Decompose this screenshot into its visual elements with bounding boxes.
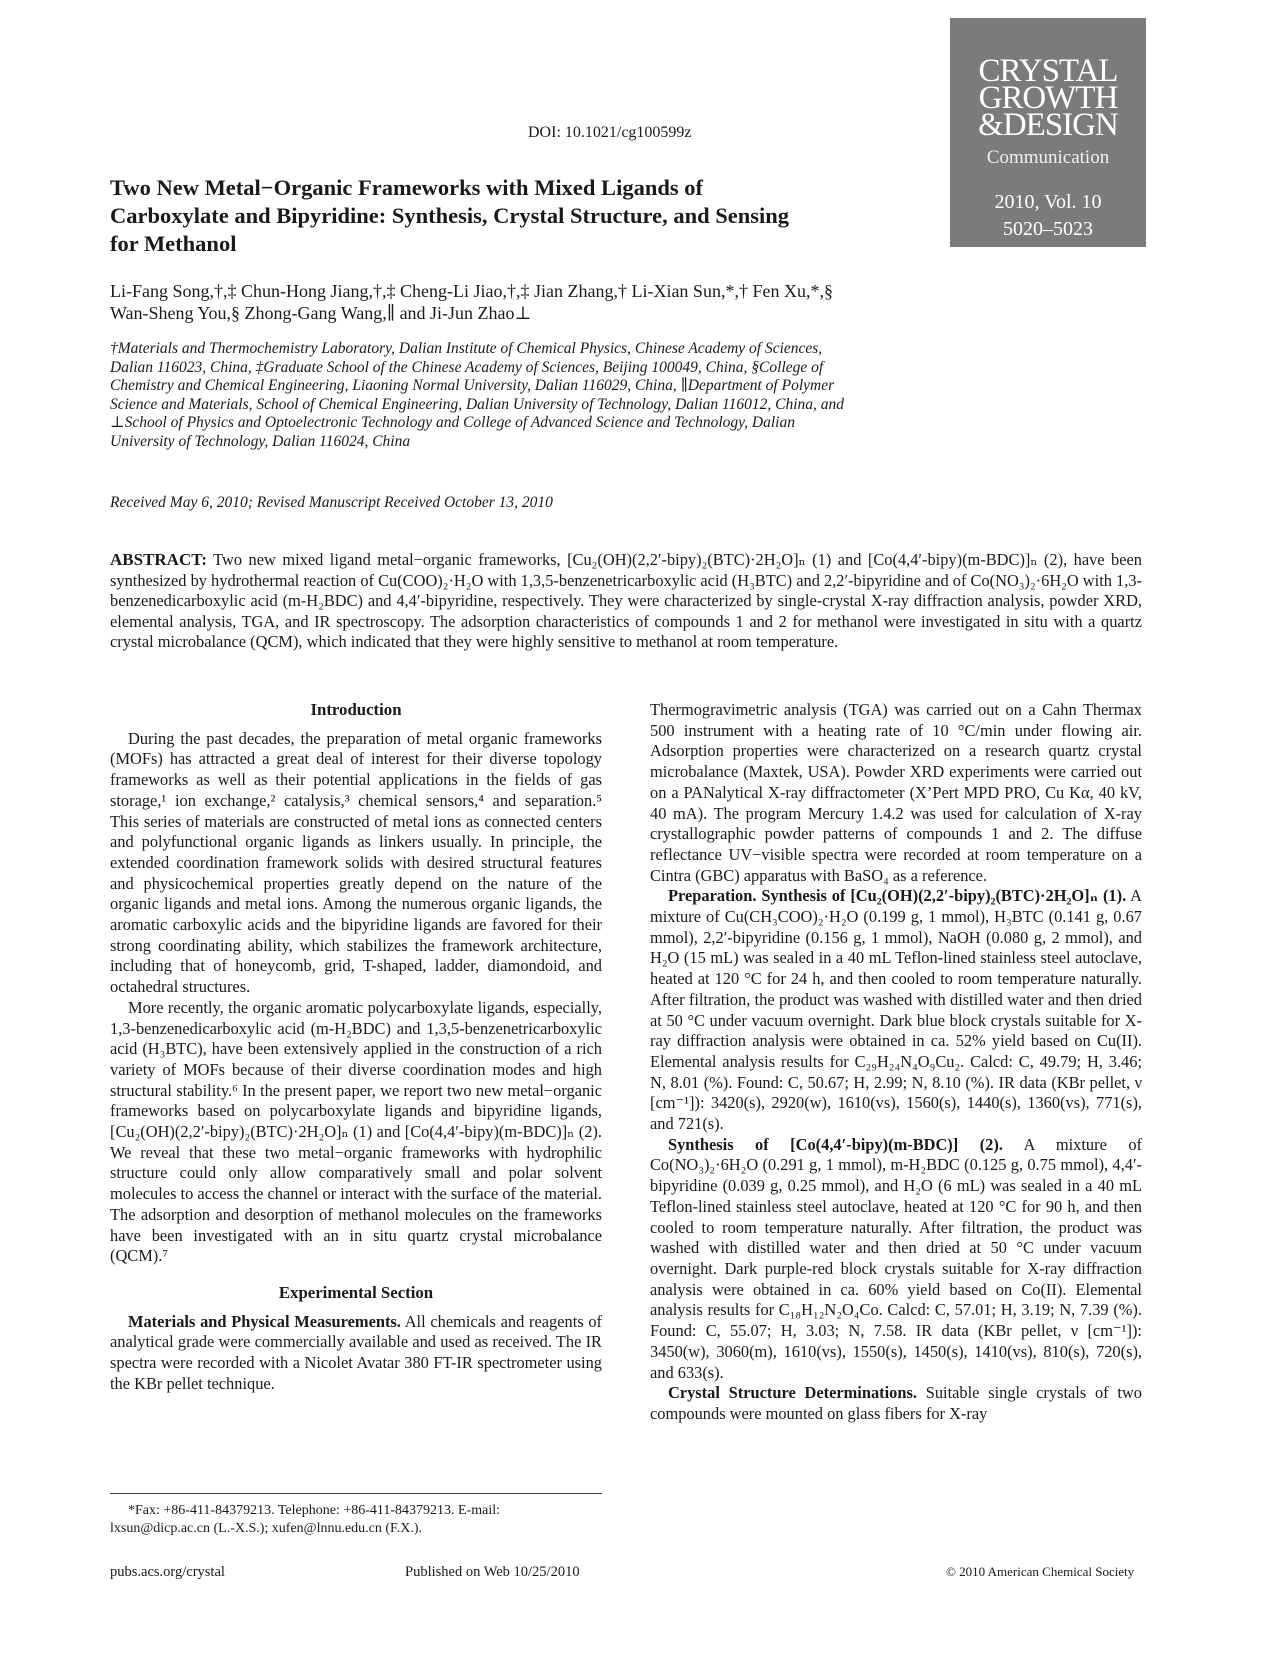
footer-copyright: © 2010 American Chemical Society xyxy=(946,1564,1135,1579)
right-column xyxy=(650,700,1142,1425)
materials-run-in-heading: Materials and Physical Measurements. xyxy=(128,1311,401,1331)
left-column xyxy=(110,700,602,1395)
intro-paragraph-1: During the past decades, the preparation of metal organic frameworks (MOFs) has attracted a great deal of interest for their diverse topology frameworks as well as their potential applications in the fields of gas storage,¹ ion exchange,² catalysis,³ chemical sensors,⁴ and separation.⁵ This series of materials are constructed of metal ions as connected centers and polyfunctional organic ligands as linkers usually. In principle, the extended coordination framework solids with desired structural features and physicochemical properties greatly depend on the nature of the organic ligands and metal ions. Among the numerous organic ligands, the aromatic carboxylic acids and the bipyridine ligands are favored for their strong coordinating ability, which stabilizes the framework architecture, including that of honeycomb, grid, T-shaped, ladder, diamondoid, and octahedral structures. xyxy=(110,728,602,997)
synthesis-2-paragraph xyxy=(650,1135,1142,1383)
abstract xyxy=(110,550,1142,653)
footer-journal-url: pubs.acs.org/crystal xyxy=(110,1564,225,1580)
article-type: Communication xyxy=(986,147,1110,168)
journal-name-line-3: &DESIGN xyxy=(978,107,1118,143)
preparation-run-in-heading: Preparation. Synthesis of [Cu₂(OH)(2,2′-bipy)₂(BTC)·2H₂O]ₙ (1). xyxy=(668,886,1127,906)
received-dates: Received May 6, 2010; Revised Manuscript Received October 13, 2010 xyxy=(110,494,553,511)
journal-name-line-1: CRYSTAL xyxy=(978,53,1118,89)
doi: DOI: 10.1021/cg100599z xyxy=(528,124,692,141)
journal-logo-box xyxy=(950,18,1146,247)
experimental-heading: Experimental Section xyxy=(278,1282,434,1302)
preparation-text: A mixture of Cu(CH₃COO)₂·H₂O (0.199 g, 1 mmol), H₃BTC (0.141 g, 0.67 mmol), 2,2′-bipyridine (0.156 g, 1 mmol), NaOH (0.080 g, 2 mmol), and H₂O (15 mL) was sealed in a 40 mL Teflon-lined stainless steel autoclave, heated at 120 °C for 24 h, and then cooled to room temperature naturally. After filtration, the product was washed with distilled water and then dried at 50 °C under vacuum overnight. Dark blue block crystals suitable for X-ray diffraction analysis were obtained in ca. 52% yield based on Cu(II). Elemental analysis results for C₂₉H₂₄N₄O₉Cu₂. Calcd: C, 49.79; H, 3.46; N, 8.01 (%). Found: C, 50.67; H, 2.99; N, 8.10 (%). IR data (KBr pellet, ν [cm⁻¹]): 3420(s), 2920(w), 1610(vs), 1560(s), 1440(s), 1360(vs), 771(s), and 721(s). xyxy=(650,886,1142,1134)
tga-paragraph: Thermogravimetric analysis (TGA) was carried out on a Cahn Thermax 500 instrument with a heating rate of 10 °C/min under flowing air. Adsorption properties were characterized on a research quartz crystal microbalance (Maxtek, USA). Powder XRD experiments were carried out on a PANalytical X-ray diffractometer (X’Pert MPD PRO, Cu Kα, 40 kV, 40 mA). The program Mercury 1.4.2 was used for calculation of X-ray crystallographic powder patterns of compounds 1 and 2. The diffuse reflectance UV−visible spectra were recorded at room temperature on a Cintra (GBC) apparatus with BaSO₄ as a reference. xyxy=(650,700,1142,885)
introduction-heading: Introduction xyxy=(310,700,402,719)
author-list: Li-Fang Song,†,‡ Chun-Hong Jiang,†,‡ Cheng-Li Jiao,†,‡ Jian Zhang,† Li-Xian Sun,*,† Fen Xu,*,§ Wan-Sheng You,§ Zhong-Gang Wang,∥ and Ji-Jun Zhao⊥ xyxy=(110,281,833,323)
affiliations: †Materials and Thermochemistry Laboratory, Dalian Institute of Chemical Physics, Chinese Academy of Sciences, Dalian 116023, China, ‡Graduate School of the Chinese Academy of Sciences, Beijing 100049, China, §College of Chemistry and Chemical Engineering, Liaoning Normal University, Dalian 116029, China, ∥Department of Polymer Science and Materials, School of Chemical Engineering, Dalian University of Technology, Dalian 116012, China, and ⊥School of Physics and Optoelectronic Technology and College of Advanced Science and Technology, Dalian University of Technology, Dalian 116024, China xyxy=(110,340,845,450)
materials-text: All chemicals and reagents of analytical grade were commercially available and used as received. The IR spectra were recorded with a Nicolet Avatar 380 FT-IR spectrometer using the KBr pellet technique. xyxy=(110,1311,603,1393)
preparation-paragraph xyxy=(650,886,1142,1134)
article-title: Two New Metal−Organic Frameworks with Mixed Ligands of Carboxylate and Bipyridine: Synthesis, Crystal Structure, and Sensing for Methanol xyxy=(110,175,790,256)
journal-name-line-2: GROWTH xyxy=(978,80,1118,116)
journal-volume: 2010, Vol. 10 xyxy=(994,191,1102,213)
intro-paragraph-2: More recently, the organic aromatic polycarboxylate ligands, especially, 1,3-benzenedicarboxylic acid (m-H₂BDC) and 1,3,5-benzenetricarboxylic acid (H₃BTC), have been extensively applied in the construction of a rich variety of MOFs because of their diverse coordination modes and high structural stability.⁶ In the present paper, we report two new metal−organic frameworks based on polycarboxylate ligands and bipyridine ligands, [Cu₂(OH)(2,2′-bipy)₂(BTC)·2H₂O]ₙ (1) and [Co(4,4′-bipy)(m-BDC)]ₙ (2). We reveal that these two metal−organic frameworks with hydrophilic structure could only allow comparatively small and polar solvent molecules to access the channel or interact with the surface of the material. The adsorption and desorption of methanol molecules on the frameworks have been investigated with an in situ quartz crystal microbalance (QCM).⁷ xyxy=(110,997,602,1266)
journal-pages: 5020–5023 xyxy=(1003,218,1093,240)
corresponding-author-footnote: *Fax: +86-411-84379213. Telephone: +86-411-84379213. E-mail: lxsun@dicp.ac.cn (L.-X.S.); xufen@lnnu.edu.cn (F.X.). xyxy=(110,1503,501,1536)
synthesis-2-run-in-heading: Synthesis of [Co(4,4′-bipy)(m-BDC)] (2). xyxy=(668,1134,1003,1154)
abstract-label: ABSTRACT: xyxy=(110,550,207,569)
crystal-structure-paragraph xyxy=(650,1383,1142,1424)
crystal-structure-run-in-heading: Crystal Structure Determinations. xyxy=(668,1383,917,1403)
footer-published-date: Published on Web 10/25/2010 xyxy=(405,1564,580,1580)
crystal-structure-text: Suitable single crystals of two compounds were mounted on glass fibers for X-ray xyxy=(650,1383,1143,1423)
abstract-text: Two new mixed ligand metal−organic frameworks, [Cu₂(OH)(2,2′-bipy)₂(BTC)·2H₂O]ₙ (1) and [Co(4,4′-bipy)(m-BDC)]ₙ (2), have been synthesized by hydrothermal reaction of Cu(COO)₂·H₂O with 1,3,5-benzenetricarboxylic acid (H₃BTC) and 2,2′-bipyridine and of Co(NO₃)₂·6H₂O with 1,3-benzenedicarboxylic acid (m-H₂BDC) and 4,4′-bipyridine, respectively. They were characterized by single-crystal X-ray diffraction analysis, powder XRD, elemental analysis, TGA, and IR spectroscopy. The adsorption characteristics of compounds 1 and 2 for methanol were investigated in situ with a quartz crystal microbalance (QCM), which indicated that they were highly sensitive to methanol at room temperature. xyxy=(110,550,1142,651)
footnote-divider xyxy=(110,1493,602,1494)
materials-paragraph xyxy=(110,1312,602,1395)
synthesis-2-text: A mixture of Co(NO₃)₂·6H₂O (0.291 g, 1 mmol), m-H₂BDC (0.125 g, 0.75 mmol), 4,4′-bipyridine (0.039 g, 0.25 mmol), and H₂O (6 mL) was sealed in a 40 mL Teflon-lined stainless steel autoclave, heated at 120 °C for 90 h, and then cooled to room temperature naturally. After filtration, the product was washed with distilled water and then dried at 50 °C under vacuum overnight. Dark purple-red block crystals suitable for X-ray diffraction analysis were obtained in ca. 60% yield based on Co(II). Elemental analysis results for C₁₈H₁₂N₂O₄Co. Calcd: C, 57.01; H, 3.19; N, 7.39 (%). Found: C, 55.07; H, 3.03; N, 7.58. IR data (KBr pellet, ν [cm⁻¹]): 3450(w), 3060(m), 1610(vs), 1550(s), 1450(s), 1410(vs), 810(s), 720(s), and 633(s). xyxy=(650,1134,1142,1382)
